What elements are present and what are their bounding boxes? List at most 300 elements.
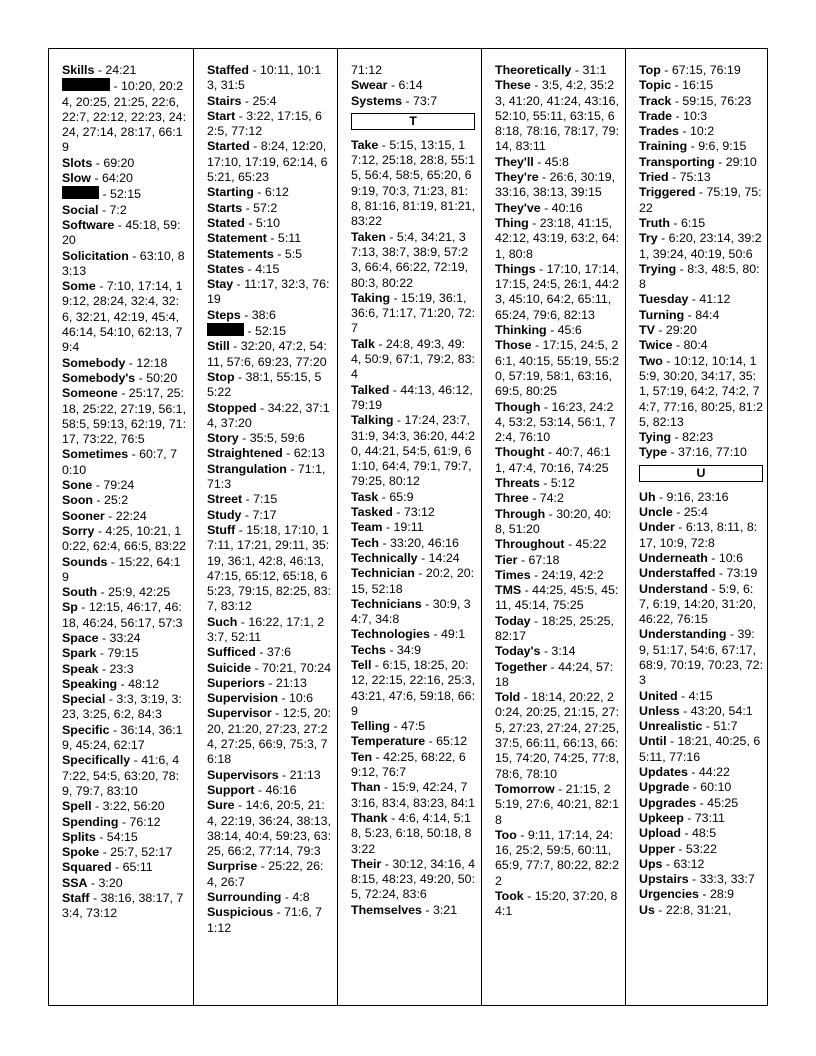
page-line-refs: 10:20, 20:24, 20:25, 21:25, 22:6, 22:7, 22:12, 22:23, 24:24, 27:14, 28:17, 66:19 bbox=[62, 79, 187, 155]
page-line-refs: 74:2 bbox=[539, 491, 564, 506]
index-entry: Support - 46:16 bbox=[207, 782, 297, 797]
index-entry: Thank - 4:6, 4:14, 5:18, 5:23, 6:18, 50:18, 83:22 bbox=[351, 810, 472, 856]
page-line-refs: 80:4 bbox=[683, 338, 708, 353]
page-line-refs: 5:10 bbox=[255, 215, 281, 230]
page-line-refs: 41:6, 47:22, 54:5, 63:20, 78:9, 79:7, 83:10 bbox=[62, 753, 180, 798]
page-line-refs: 50:20 bbox=[146, 370, 178, 385]
index-entry: Start - 3:22, 17:15, 62:5, 77:12 bbox=[207, 108, 323, 139]
index-term: Thought bbox=[495, 445, 545, 460]
index-term: Suicide bbox=[207, 660, 252, 675]
index-term: Things bbox=[495, 261, 536, 276]
index-entry: Theoretically - 31:1 bbox=[495, 63, 607, 77]
page-line-refs: 33:24 bbox=[109, 630, 141, 645]
page-line-refs: 63:12 bbox=[673, 856, 705, 871]
page-line-refs: 4:8 bbox=[292, 890, 310, 905]
index-term: Talking bbox=[351, 413, 394, 428]
page-line-refs: 76:12 bbox=[129, 814, 161, 829]
index-term: Speaking bbox=[62, 676, 118, 691]
page-line-refs: 16:15 bbox=[682, 78, 714, 93]
index-entry: Three - 74:2 bbox=[495, 491, 564, 506]
index-term: Tell bbox=[351, 657, 372, 672]
index-term: Truth bbox=[639, 215, 670, 230]
page-line-refs: 73:19 bbox=[726, 566, 758, 581]
index-column-2 bbox=[193, 49, 337, 1005]
page-line-refs: 6:13, 8:11, 8:17, 10:9, 72:8 bbox=[639, 520, 758, 550]
index-entry: SSA - 3:20 bbox=[62, 875, 123, 890]
index-term: Take bbox=[351, 137, 379, 152]
index-entry: Though - 16:23, 24:24, 53:2, 53:14, 56:1, 72:4, 76:10 bbox=[495, 399, 616, 445]
index-term: Tier bbox=[495, 552, 518, 567]
page-line-refs: 9:16, 23:16 bbox=[666, 489, 729, 504]
index-term: Systems bbox=[351, 93, 402, 108]
index-term: Upgrade bbox=[639, 780, 690, 795]
index-entry: Surprise - 25:22, 26:4, 26:7 bbox=[207, 859, 324, 889]
index-term: Tech bbox=[351, 535, 379, 550]
index-term: Someone bbox=[62, 386, 118, 401]
page-line-refs: 45:25 bbox=[707, 795, 739, 810]
index-term: Speak bbox=[62, 661, 99, 676]
index-entry: Statement - 5:11 bbox=[207, 231, 302, 246]
page-line-refs: 67:18 bbox=[528, 552, 560, 567]
index-entry: Threats - 5:12 bbox=[495, 476, 575, 491]
page-line-refs: 39:9, 51:17, 54:6, 67:17, 68:9, 70:19, 70:23, 72:3 bbox=[639, 627, 764, 688]
section-letter-u: U bbox=[639, 465, 763, 482]
index-entry: Suspicious - 71:6, 71:12 bbox=[207, 905, 323, 935]
index-term: Specifically bbox=[62, 753, 131, 768]
index-entry: Speak - 23:3 bbox=[62, 661, 134, 676]
page-line-refs: 3:21 bbox=[432, 902, 458, 917]
index-entry: Until - 18:21, 40:25, 65:11, 77:16 bbox=[639, 734, 761, 764]
index-term: Those bbox=[495, 338, 532, 353]
page-line-refs: 18:25, 25:25, 82:17 bbox=[495, 613, 614, 643]
page-line-refs: 40:16 bbox=[551, 200, 583, 215]
index-term: Stop bbox=[207, 369, 235, 384]
index-entry: Ups - 63:12 bbox=[639, 856, 705, 871]
page-line-refs: 6:15, 18:25, 20:12, 22:15, 22:16, 25:3, 43:21, 47:6, 59:18, 66:9 bbox=[351, 657, 476, 718]
index-term: Track bbox=[639, 93, 672, 108]
index-term: Stay bbox=[207, 277, 234, 292]
redaction-bar bbox=[207, 323, 244, 336]
index-entry: Top - 67:15, 76:19 bbox=[639, 63, 741, 77]
index-term: These bbox=[495, 78, 531, 93]
index-term: Top bbox=[639, 63, 661, 77]
page-line-refs: 8:3, 48:5, 80:8 bbox=[639, 261, 760, 292]
page-line-refs: 17:24, 23:7, 31:9, 34:3, 36:20, 44:20, 44:21, 54:5, 61:9, 61:10, 64:4, 79:1, 79:7, 79:25, 80:12 bbox=[351, 413, 476, 489]
index-entry: Talking - 17:24, 23:7, 31:9, 34:3, 36:20, 44:20, 44:21, 54:5, 61:9, 61:10, 64:4, 79:1, 79:7, 79:25, 80:12 bbox=[351, 413, 476, 489]
index-entry: Things - 17:10, 17:14, 17:15, 24:5, 26:1, 44:23, 45:10, 64:2, 65:11, 65:24, 79:6, 82:13 bbox=[495, 261, 620, 322]
index-term: Us bbox=[639, 902, 655, 917]
index-term: Upper bbox=[639, 841, 675, 856]
page-line-refs: 30:12, 34:16, 48:15, 48:23, 49:20, 50:5, 72:24, 83:6 bbox=[351, 856, 476, 902]
page-line-refs: 25:7, 52:17 bbox=[110, 845, 173, 860]
page-line-refs: 4:25, 10:21, 10:22, 62:4, 66:5, 83:22 bbox=[62, 523, 187, 554]
index-term: Took bbox=[495, 889, 524, 904]
index-entry: Tried - 75:13 bbox=[639, 170, 711, 185]
index-entry: Too - 9:11, 17:14, 24:16, 25:2, 59:5, 60:11, 65:9, 77:7, 80:22, 82:22 bbox=[495, 827, 620, 888]
index-term: Statement bbox=[207, 231, 267, 246]
index-entry: Sone - 79:24 bbox=[62, 478, 135, 493]
index-entry: Uh - 9:16, 23:16 bbox=[639, 489, 729, 504]
index-entry: Thing - 23:18, 41:15, 42:12, 43:19, 63:2, 64:1, 80:8 bbox=[495, 215, 620, 261]
index-entry: Sooner - 22:24 bbox=[62, 508, 147, 523]
page-line-refs: 67:15, 76:19 bbox=[671, 63, 741, 77]
page-line-refs: 44:25, 45:5, 45:11, 45:14, 75:25 bbox=[495, 583, 619, 613]
index-entry: Under - 6:13, 8:11, 8:17, 10:9, 72:8 bbox=[639, 520, 758, 550]
index-term: Threats bbox=[495, 476, 540, 491]
index-entry: Triggered - 75:19, 75:22 bbox=[639, 185, 762, 215]
index-term: Type bbox=[639, 445, 667, 460]
index-term: Slots bbox=[62, 155, 93, 170]
index-term: They've bbox=[495, 200, 541, 215]
index-entry: Talk - 24:8, 49:3, 49:4, 50:9, 67:1, 79:2, 83:4 bbox=[351, 336, 476, 382]
page-line-refs: 45:18, 59:20 bbox=[62, 217, 181, 248]
index-entry: Thought - 40:7, 46:11, 47:4, 70:16, 74:25 bbox=[495, 445, 611, 475]
index-entry: Solicitation - 63:10, 83:13 bbox=[62, 248, 185, 278]
index-entry: Sounds - 15:22, 64:19 bbox=[62, 554, 181, 584]
page-line-refs: 29:10 bbox=[725, 154, 757, 169]
index-entry: Technicians - 30:9, 34:7, 34:8 bbox=[351, 596, 471, 627]
page-line-refs: 28:9 bbox=[709, 887, 735, 902]
page-line-refs: 5:4, 34:21, 37:13, 38:7, 38:9, 57:23, 66:4, 66:22, 72:19, 80:3, 80:22 bbox=[351, 229, 469, 290]
page-line-refs: 3:5, 4:2, 35:23, 41:20, 41:24, 43:16, 52:10, 55:11, 63:15, 68:18, 78:16, 78:17, 79:14, 83:11 bbox=[495, 78, 620, 154]
page-line-refs: 65:11 bbox=[122, 860, 153, 875]
index-term: Study bbox=[207, 507, 242, 522]
page-line-refs: 59:15, 76:23 bbox=[682, 93, 752, 108]
index-column-1 bbox=[49, 49, 193, 1005]
page-line-refs: 21:15, 25:19, 27:6, 40:21, 82:18 bbox=[495, 781, 620, 827]
page-line-refs: 12:18 bbox=[136, 355, 168, 370]
page-line-refs: 21:13 bbox=[275, 675, 307, 690]
page-line-refs: 34:22, 37:14, 37:20 bbox=[207, 400, 330, 430]
index-entry: Still - 32:20, 47:2, 54:11, 57:6, 69:23, 77:20 bbox=[207, 339, 327, 369]
page-line-refs: 34:9 bbox=[396, 642, 422, 657]
index-entry: Soon - 25:2 bbox=[62, 493, 129, 508]
index-entry: Task - 65:9 bbox=[351, 489, 414, 504]
section-letter-t: T bbox=[351, 113, 475, 130]
page-line-refs: 16:23, 24:24, 53:2, 53:14, 56:1, 72:4, 76:10 bbox=[495, 399, 616, 445]
index-term: Trades bbox=[639, 124, 679, 139]
page-line-refs: 9:11, 17:14, 24:16, 25:2, 59:5, 60:11, 65:9, 77:7, 80:22, 82:22 bbox=[495, 827, 620, 888]
index-term: Superiors bbox=[207, 675, 265, 690]
index-term: Turning bbox=[639, 307, 685, 322]
index-term: Squared bbox=[62, 860, 112, 875]
index-term: Specific bbox=[62, 722, 110, 737]
index-term: Skills bbox=[62, 63, 95, 77]
index-entry: Two - 10:12, 10:14, 15:9, 30:20, 34:17, 35:1, 57:19, 64:2, 74:2, 74:7, 77:16, 80:25, 81:25, 82:13 bbox=[639, 353, 764, 429]
index-term: Technically bbox=[351, 550, 418, 565]
page-line-refs: 8:24, 12:20, 17:10, 17:19, 62:14, 65:21, 65:23 bbox=[207, 139, 328, 185]
index-term: Underneath bbox=[639, 550, 708, 565]
index-entry: Trades - 10:2 bbox=[639, 124, 715, 139]
index-term: Taking bbox=[351, 290, 391, 305]
index-term: Today's bbox=[495, 644, 541, 659]
index-term: Understaffed bbox=[639, 566, 716, 581]
page-line-refs: 75:19, 75:22 bbox=[639, 185, 762, 215]
page-line-refs: 32:20, 47:2, 54:11, 57:6, 69:23, 77:20 bbox=[207, 339, 327, 369]
index-term: Staffed bbox=[207, 63, 249, 77]
index-term: Stuff bbox=[207, 522, 236, 537]
index-term: Started bbox=[207, 139, 250, 154]
page-line-refs: 15:19, 36:1, 36:6, 71:17, 71:20, 72:7 bbox=[351, 290, 476, 336]
index-entry: Strangulation - 71:1, 71:3 bbox=[207, 461, 326, 492]
index-entry bbox=[351, 63, 475, 78]
page-line-refs: 48:12 bbox=[128, 676, 160, 691]
page-line-refs: 18:14, 20:22, 20:24, 20:25, 21:15, 27:5, 27:23, 27:24, 27:25, 37:5, 66:11, 66:13, 66:15, 74:20, 74:25, 77:8, 78:6, 78:10 bbox=[495, 690, 620, 781]
page-line-refs: 70:21, 70:24 bbox=[262, 660, 331, 675]
page-line-refs: 5:5 bbox=[284, 246, 303, 261]
index-entry: Upload - 48:5 bbox=[639, 826, 717, 841]
index-term: Starting bbox=[207, 185, 254, 200]
index-entry: Us - 22:8, 31:21, bbox=[639, 902, 732, 917]
page-line-refs: 5:15, 13:15, 17:12, 25:18, 28:8, 55:15, 56:4, 58:5, 65:20, 69:19, 70:3, 71:23, 81:8, 81:16, 81:19, 81:21, 83:22 bbox=[351, 137, 476, 229]
index-entry: Tuesday - 41:12 bbox=[639, 292, 731, 307]
index-entry: Turning - 84:4 bbox=[639, 307, 720, 322]
index-term: TV bbox=[639, 323, 655, 338]
index-entry: Updates - 44:22 bbox=[639, 765, 730, 780]
index-term: Their bbox=[351, 856, 382, 871]
index-entry: Surrounding - 4:8 bbox=[207, 890, 310, 905]
page-line-refs: 10:3 bbox=[683, 108, 708, 123]
index-entry: Starting - 6:12 bbox=[207, 185, 289, 200]
page-line-refs: 4:6, 4:14, 5:18, 5:23, 6:18, 50:18, 83:22 bbox=[351, 810, 472, 856]
page-line-refs: 23:3 bbox=[109, 661, 134, 676]
index-entry: Topic - 16:15 bbox=[639, 78, 714, 93]
index-entry: Superiors - 21:13 bbox=[207, 675, 307, 690]
page-line-refs: 75:13 bbox=[679, 170, 711, 185]
index-entry: Took - 15:20, 37:20, 84:1 bbox=[495, 889, 618, 919]
index-term: Space bbox=[62, 630, 99, 645]
index-entry: Technologies - 49:1 bbox=[351, 627, 466, 642]
page-line-refs: 33:20, 46:16 bbox=[390, 535, 459, 550]
index-term: Strangulation bbox=[207, 461, 287, 476]
index-entry: Try - 6:20, 23:14, 39:21, 39:24, 40:19, 50:6 bbox=[639, 231, 762, 261]
redaction-bar bbox=[62, 78, 110, 91]
index-entry: Transporting - 29:10 bbox=[639, 154, 757, 169]
page-line-refs: 24:19, 42:2 bbox=[541, 567, 604, 582]
page-line-refs: 4:15 bbox=[255, 261, 280, 276]
index-entry: These - 3:5, 4:2, 35:23, 41:20, 41:24, 43:16, 52:10, 55:11, 63:15, 68:18, 78:16, 78:17, 79:14, 83:11 bbox=[495, 78, 620, 154]
page-line-refs: 4:15 bbox=[688, 688, 713, 703]
index-entry: Sure - 14:6, 20:5, 21:4, 22:19, 36:24, 38:13, 38:14, 40:4, 59:23, 63:25, 66:2, 77:14, 79:3 bbox=[207, 798, 332, 859]
index-term: Splits bbox=[62, 829, 96, 844]
index-term: Stairs bbox=[207, 93, 242, 108]
index-entry: Skills - 24:21 bbox=[62, 63, 137, 77]
index-term: Spark bbox=[62, 646, 97, 661]
index-term: Surprise bbox=[207, 859, 258, 874]
index-term: Thinking bbox=[495, 323, 547, 338]
index-term: Temperature bbox=[351, 734, 426, 749]
index-term: Statements bbox=[207, 246, 274, 261]
index-entry: Such - 16:22, 17:1, 23:7, 52:11 bbox=[207, 614, 325, 644]
index-entry: Story - 35:5, 59:6 bbox=[207, 431, 305, 446]
page-line-refs: 54:15 bbox=[106, 829, 138, 844]
index-entry: Stated - 5:10 bbox=[207, 215, 281, 230]
index-entry: Stay - 11:17, 32:3, 76:19 bbox=[207, 277, 330, 307]
index-term: Sone bbox=[62, 478, 93, 493]
page-line-refs: 64:20 bbox=[101, 171, 133, 186]
index-term: Try bbox=[639, 231, 658, 246]
index-term: Soon bbox=[62, 493, 93, 508]
page-line-refs: 46:16 bbox=[265, 782, 297, 797]
index-entry: Throughout - 45:22 bbox=[495, 537, 607, 552]
index-term: Special bbox=[62, 692, 106, 707]
index-term: Software bbox=[62, 217, 115, 232]
index-entry: Techs - 34:9 bbox=[351, 642, 422, 657]
page-line-refs: 15:18, 17:10, 17:11, 17:21, 29:11, 35:19, 36:1, 42:8, 46:13, 47:15, 65:12, 65:18, 65:23, 79:15, 82:25, 83:7, 83:12 bbox=[207, 522, 332, 614]
page-line-refs: 25:2 bbox=[104, 493, 129, 508]
index-entry: Specifically - 41:6, 47:22, 54:5, 63:20, 78:9, 79:7, 83:10 bbox=[62, 753, 180, 798]
page-line-refs: 5:12 bbox=[550, 476, 575, 491]
index-entry: Talked - 44:13, 46:12, 79:19 bbox=[351, 382, 473, 412]
index-term: Trying bbox=[639, 261, 677, 276]
page-line-refs: 3:22, 17:15, 62:5, 77:12 bbox=[207, 108, 323, 139]
index-entry: TV - 29:20 bbox=[639, 323, 697, 338]
page-line-refs: 30:9, 34:7, 34:8 bbox=[351, 596, 471, 627]
index-term: Ups bbox=[639, 856, 663, 871]
index-term: Technician bbox=[351, 566, 415, 581]
page-line-refs: 41:12 bbox=[699, 292, 731, 307]
index-entry: Themselves - 3:21 bbox=[351, 902, 458, 917]
page-line-refs: 25:4 bbox=[683, 505, 708, 520]
index-term: Thing bbox=[495, 215, 529, 230]
index-entry: Somebody - 12:18 bbox=[62, 355, 168, 370]
index-term: Throughout bbox=[495, 537, 565, 552]
page-line-refs: 22:8, 31:21, bbox=[665, 902, 732, 917]
page-line-refs: 82:23 bbox=[682, 430, 714, 445]
page-line-refs: 24:21 bbox=[105, 63, 137, 77]
index-term: Stopped bbox=[207, 400, 257, 415]
index-entry: Splits - 54:15 bbox=[62, 829, 138, 844]
index-term: Until bbox=[639, 734, 667, 749]
page-line-refs: 44:24, 57:18 bbox=[495, 659, 614, 689]
index-entry: Trade - 10:3 bbox=[639, 108, 708, 123]
index-term: Sooner bbox=[62, 508, 105, 523]
index-entry: Stop - 38:1, 55:15, 55:22 bbox=[207, 369, 322, 400]
index-term: States bbox=[207, 261, 245, 276]
index-term: Theoretically bbox=[495, 63, 572, 77]
index-entry: Times - 24:19, 42:2 bbox=[495, 567, 604, 582]
page-line-refs: 19:11 bbox=[393, 520, 424, 535]
page-line-refs: 29:20 bbox=[665, 323, 697, 338]
index-term: Team bbox=[351, 520, 383, 535]
index-term: Spoke bbox=[62, 845, 100, 860]
index-entry: Street - 7:15 bbox=[207, 492, 278, 507]
index-entry: They're - 26:6, 30:19, 33:16, 38:13, 39:15 bbox=[495, 170, 616, 200]
index-term: Themselves bbox=[351, 902, 422, 917]
index-entry: Supervisors - 21:13 bbox=[207, 767, 321, 782]
index-entry: Speaking - 48:12 bbox=[62, 676, 160, 691]
page-line-refs: 25:9, 42:25 bbox=[108, 585, 171, 600]
index-term: Tomorrow bbox=[495, 781, 555, 796]
index-entry: Supervision - 10:6 bbox=[207, 691, 314, 706]
index-entry: - 10:20, 20:24, 20:25, 21:25, 22:6, 22:7, 22:12, 22:23, 24:24, 27:14, 28:17, 66:19 bbox=[62, 79, 187, 155]
index-term: Understanding bbox=[639, 627, 727, 642]
index-entry: Special - 3:3, 3:19, 3:23, 3:25, 6:2, 84:3 bbox=[62, 692, 182, 722]
page-line-refs: 37:6 bbox=[266, 645, 292, 660]
page-line-refs: 3:22, 56:20 bbox=[102, 799, 165, 814]
index-entry: Their - 30:12, 34:16, 48:15, 48:23, 49:20, 50:5, 72:24, 83:6 bbox=[351, 856, 476, 902]
page-line-refs: 60:7, 70:10 bbox=[62, 447, 178, 477]
page-line-refs: 71:12 bbox=[351, 63, 383, 77]
index-entry: Systems - 73:7 bbox=[351, 93, 438, 108]
page-line-refs: 71:1, 71:3 bbox=[207, 461, 326, 492]
page-line-refs: 36:14, 36:19, 45:24, 62:17 bbox=[62, 722, 183, 753]
index-entry: They'll - 45:8 bbox=[495, 154, 569, 169]
index-entry: Training - 9:6, 9:15 bbox=[639, 139, 747, 154]
index-entry: Understanding - 39:9, 51:17, 54:6, 67:17, 68:9, 70:19, 70:23, 72:3 bbox=[639, 627, 764, 688]
index-entry: Spell - 3:22, 56:20 bbox=[62, 799, 165, 814]
index-term: Spell bbox=[62, 799, 92, 814]
index-entry: Sorry - 4:25, 10:21, 10:22, 62:4, 66:5, 83:22 bbox=[62, 523, 187, 554]
index-entry: Upstairs - 33:3, 33:7 bbox=[639, 872, 755, 887]
index-term: Staff bbox=[62, 891, 90, 906]
page-line-refs: 38:16, 38:17, 73:4, 73:12 bbox=[62, 891, 184, 921]
index-term: Understand bbox=[639, 581, 708, 596]
index-entry: Technically - 14:24 bbox=[351, 550, 460, 565]
page-line-refs: 65:9 bbox=[389, 489, 414, 504]
index-term: Straightened bbox=[207, 446, 283, 461]
page-line-refs: 24:8, 49:3, 49:4, 50:9, 67:1, 79:2, 83:4 bbox=[351, 336, 476, 382]
page-line-refs: 16:22, 17:1, 23:7, 52:11 bbox=[207, 614, 325, 644]
index-term: Sorry bbox=[62, 523, 95, 538]
page-line-refs: 47:5 bbox=[401, 719, 426, 734]
index-term: Supervisor bbox=[207, 706, 272, 721]
index-entry: Upgrades - 45:25 bbox=[639, 795, 739, 810]
page-line-refs: 71:6, 71:12 bbox=[207, 905, 323, 935]
index-term: Tuesday bbox=[639, 292, 689, 307]
index-entry: Understand - 5:9, 6:7, 6:19, 14:20, 31:20, 46:22, 76:15 bbox=[639, 581, 757, 627]
page-line-refs: 79:24 bbox=[103, 478, 135, 493]
index-entry: Today's - 3:14 bbox=[495, 644, 576, 659]
index-term: Unrealistic bbox=[639, 719, 703, 734]
index-term: Talk bbox=[351, 336, 375, 351]
index-term: Sometimes bbox=[62, 447, 129, 462]
page-line-refs: 12:15, 46:17, 46:18, 46:24, 56:17, 57:3 bbox=[62, 600, 183, 630]
page-line-refs: 10:12, 10:14, 15:9, 30:20, 34:17, 35:1, 57:19, 64:2, 74:2, 74:7, 77:16, 80:25, 81:25, 82:13 bbox=[639, 353, 764, 429]
index-term: Three bbox=[495, 491, 529, 506]
page-line-refs: 40:7, 46:11, 47:4, 70:16, 74:25 bbox=[495, 445, 611, 475]
index-term: Task bbox=[351, 489, 379, 504]
redaction-bar bbox=[62, 186, 99, 199]
page-line-refs: 20:2, 20:15, 52:18 bbox=[351, 566, 475, 596]
index-term: Transporting bbox=[639, 154, 715, 169]
index-term: They're bbox=[495, 170, 539, 185]
index-entry: Sufficed - 37:6 bbox=[207, 645, 292, 660]
index-entry: Slots - 69:20 bbox=[62, 155, 135, 170]
index-term: Taken bbox=[351, 229, 386, 244]
page-line-refs: 44:13, 46:12, 79:19 bbox=[351, 382, 473, 412]
page-line-refs: 35:5, 59:6 bbox=[249, 431, 305, 446]
index-entry: Unrealistic - 51:7 bbox=[639, 719, 738, 734]
index-entry: Tech - 33:20, 46:16 bbox=[351, 535, 459, 550]
page-line-refs: 11:17, 32:3, 76:19 bbox=[207, 277, 330, 307]
index-entry: Tasked - 73:12 bbox=[351, 505, 435, 520]
index-entry: Specific - 36:14, 36:19, 45:24, 62:17 bbox=[62, 722, 183, 753]
index-term: Uncle bbox=[639, 505, 673, 520]
page-line-refs: 6:12 bbox=[264, 185, 289, 200]
page-line-refs: 5:9, 6:7, 6:19, 14:20, 31:20, 46:22, 76:15 bbox=[639, 581, 757, 627]
page-line-refs: 38:6 bbox=[251, 307, 276, 322]
index-term: Social bbox=[62, 202, 99, 217]
page-line-refs: 18:21, 40:25, 65:11, 77:16 bbox=[639, 734, 761, 764]
index-term: Times bbox=[495, 567, 531, 582]
index-entry: Upgrade - 60:10 bbox=[639, 780, 732, 795]
page-line-refs: 7:10, 17:14, 19:12, 28:24, 32:4, 32:6, 32:21, 42:19, 45:4, 46:14, 54:10, 62:13, 79:4 bbox=[62, 279, 183, 355]
index-term: Story bbox=[207, 431, 239, 446]
index-term: Starts bbox=[207, 200, 243, 215]
index-term: Some bbox=[62, 279, 96, 294]
index-entry: Ten - 42:25, 68:22, 69:12, 76:7 bbox=[351, 749, 466, 780]
